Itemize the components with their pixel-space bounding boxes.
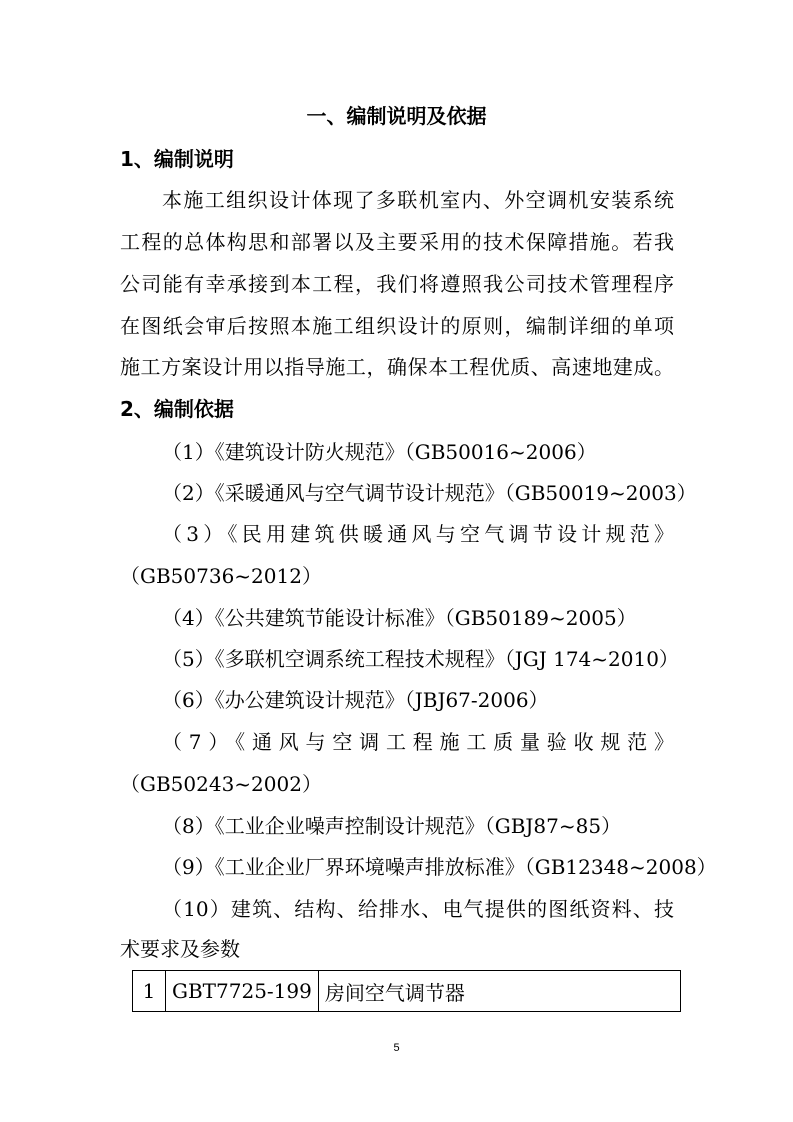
table-cell-title: 房间空气调节器 bbox=[318, 971, 680, 1012]
paragraph-line: 在图纸会审后按照本施工组织设计的原则，编制详细的单项 bbox=[120, 314, 674, 338]
section-heading-2: 2、编制依据 bbox=[120, 397, 234, 421]
reference-item: （5）《多联机空调系统工程技术规程》（JGJ 174~2010） bbox=[162, 647, 679, 671]
table-cell-code: GBT7725-199 bbox=[166, 971, 319, 1012]
reference-item: （10）建筑、结构、给排水、电气提供的图纸资料、技 bbox=[162, 897, 674, 921]
reference-item: （4）《公共建筑节能设计标准》（GB50189~2005） bbox=[162, 606, 637, 630]
page-title: 一、编制说明及依据 bbox=[306, 104, 487, 128]
reference-item: （9）《工业企业厂界环境噪声排放标准》（GB12348~2008） bbox=[162, 855, 717, 879]
paragraph-line: 公司能有幸承接到本工程，我们将遵照我公司技术管理程序 bbox=[120, 272, 674, 296]
reference-item-continued: （GB50736~2012） bbox=[120, 564, 322, 588]
table-row bbox=[133, 971, 681, 1012]
standards-table bbox=[132, 970, 681, 1012]
reference-item: （2）《采暖通风与空气调节设计规范》（GB50019~2003） bbox=[162, 481, 697, 505]
reference-item-continued: 术要求及参数 bbox=[120, 937, 240, 961]
reference-item: （8）《工业企业噪声控制设计规范》（GBJ87~85） bbox=[162, 814, 622, 838]
reference-item: （7）《通风与空调工程施工质量验收规范》 bbox=[162, 730, 674, 754]
page-number: 5 bbox=[393, 1042, 400, 1054]
reference-item: （1）《建筑设计防火规范》（GB50016~2006） bbox=[162, 440, 597, 464]
paragraph-line: 施工方案设计用以指导施工，确保本工程优质、高速地建成。 bbox=[120, 355, 674, 379]
paragraph-line: 工程的总体构思和部署以及主要采用的技术保障措施。若我 bbox=[120, 230, 674, 254]
paragraph-line: 本施工组织设计体现了多联机室内、外空调机安装系统 bbox=[162, 188, 674, 212]
table-cell-index: 1 bbox=[133, 971, 166, 1012]
section-heading-1: 1、编制说明 bbox=[120, 147, 234, 171]
reference-item-continued: （GB50243~2002） bbox=[120, 772, 322, 796]
reference-item: （3）《民用建筑供暖通风与空气调节设计规范》 bbox=[162, 522, 674, 546]
reference-item: （6）《办公建筑设计规范》（JBJ67-2006） bbox=[162, 688, 549, 712]
